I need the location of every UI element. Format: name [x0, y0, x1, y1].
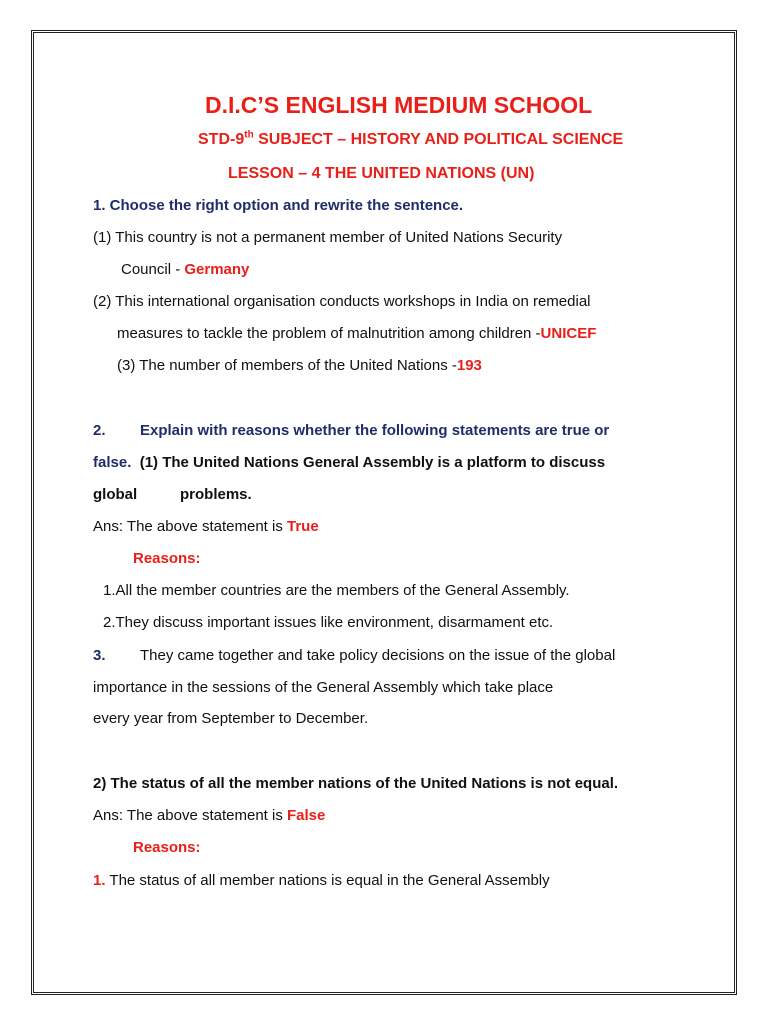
- q2-statement1-part2a: global: [93, 486, 138, 503]
- subject-label: SUBJECT – HISTORY AND POLITICAL SCIENCE: [253, 131, 624, 148]
- q1-item1-text: Council -: [121, 261, 185, 278]
- q2-statement1-part2b: problems.: [180, 486, 252, 503]
- std-superscript: th: [244, 129, 254, 141]
- q2-reason1-2: 2.They discuss important issues like environment, disarmament etc.: [103, 614, 554, 631]
- q2-reason1-3-line1: They came together and take policy decisions on the issue of the global: [140, 647, 616, 664]
- q2-heading-line2: [93, 453, 605, 473]
- q1-heading: 1. Choose the right option and rewrite the sentence.: [93, 197, 464, 214]
- q1-item2-text: measures to tackle the problem of malnutrition among children -: [117, 325, 541, 342]
- q2-number: 2.: [93, 422, 106, 439]
- q1-item1-line2: [121, 260, 249, 280]
- q1-item3: [117, 356, 482, 376]
- q1-item3-answer: 193: [456, 357, 482, 374]
- q2-reason2-1-number: 1.: [93, 872, 106, 889]
- q2-reason2-1-text: The status of all member nations is equal in the General Assembly: [105, 872, 550, 889]
- q2-reason2-1: [93, 871, 550, 891]
- q2-statement2: 2) The status of all the member nations of the United Nations is not equal.: [93, 775, 619, 792]
- q2-ans2-value: False: [287, 807, 326, 824]
- q2-reason1-3-line2: importance in the sessions of the General Assembly which take place: [93, 679, 554, 696]
- std-label: STD-9: [198, 131, 245, 148]
- q2-ans1: [93, 517, 319, 537]
- lesson-title: LESSON – 4 THE UNITED NATIONS (UN): [228, 165, 535, 182]
- q2-reasons-label-1: Reasons:: [133, 550, 201, 567]
- school-title: D.I.C’S ENGLISH MEDIUM SCHOOL: [205, 92, 593, 118]
- q2-reason1-3-number: 3.: [93, 647, 106, 664]
- q2-ans2: [93, 806, 325, 826]
- q1-item2-line2: [117, 324, 596, 344]
- q2-statement1-part1: (1) The United Nations General Assembly is a platform to discuss: [139, 454, 606, 471]
- q1-item1-line1: (1) This country is not a permanent member of United Nations Security: [93, 229, 563, 246]
- subject-line: [198, 130, 623, 150]
- q2-heading-part2: false.: [93, 454, 132, 471]
- q1-item1-answer: Germany: [184, 261, 250, 278]
- q2-reason1-1: 1.All the member countries are the members of the General Assembly.: [103, 582, 570, 599]
- q2-reason1-3-line3: every year from September to December.: [93, 710, 369, 727]
- q2-ans1-prefix: Ans: The above statement is: [93, 518, 287, 535]
- q1-item2-line1: (2) This international organisation conducts workshops in India on remedial: [93, 293, 591, 310]
- q2-ans2-prefix: Ans: The above statement is: [93, 807, 287, 824]
- q2-heading-part1: Explain with reasons whether the following statements are true or: [140, 422, 610, 439]
- q1-item2-answer: UNICEF: [540, 325, 597, 342]
- q2-ans1-value: True: [287, 518, 319, 535]
- q1-item3-text: (3) The number of members of the United Nations -: [117, 357, 457, 374]
- q2-reasons-label-2: Reasons:: [133, 839, 201, 856]
